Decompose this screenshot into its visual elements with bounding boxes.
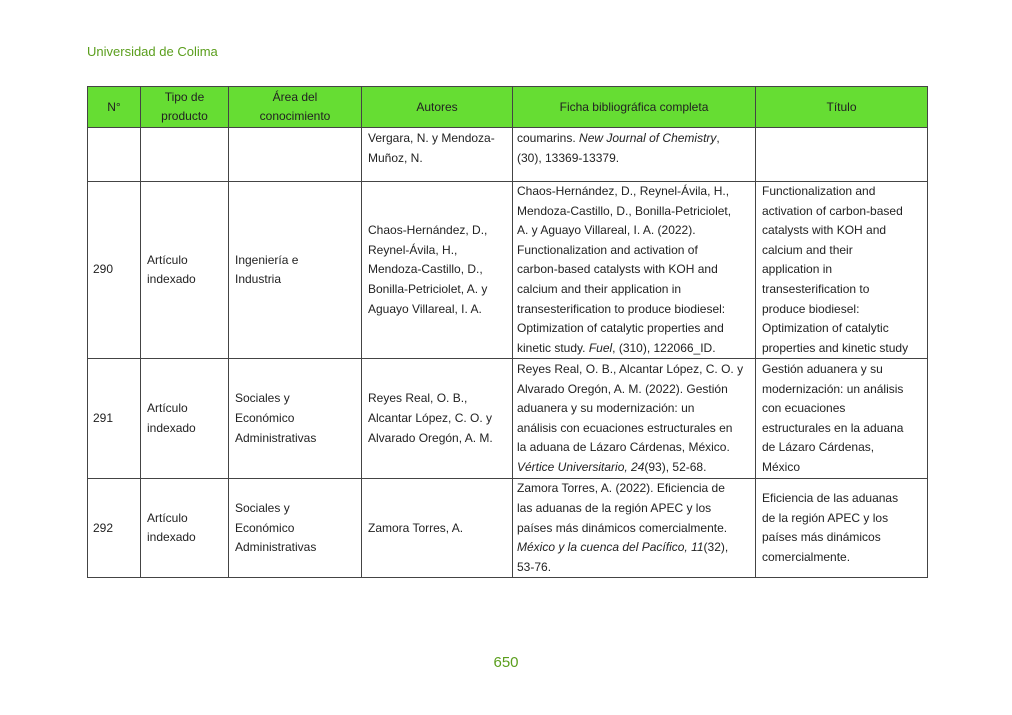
cell-autores: Chaos-Hernández, D., Reynel-Ávila, H., Mendoza-Castillo, D., Bonilla-Petriciolet, A. y Aguayo Villareal, I. A.	[362, 182, 513, 359]
cell-titulo: Gestión aduanera y su modernización: un análisis con ecuaciones estructurales en la aduana de Lázaro Cárdenas, México	[756, 359, 928, 479]
cell-ficha: Zamora Torres, A. (2022). Eficiencia de las aduanas de la región APEC y los países más dinámicos comercialmente. México y la cuenca del Pacífico, 11(32), 53-76.	[513, 479, 756, 578]
bibliography-table	[87, 86, 928, 578]
table-header-row	[88, 87, 928, 128]
header-numero: N°	[88, 87, 141, 128]
cell-area: Ingeniería e Industria	[229, 182, 362, 359]
cell-numero: 292	[88, 479, 141, 578]
page-number: 650	[493, 654, 519, 671]
cell-numero: 290	[88, 182, 141, 359]
header-tipo-producto: Tipo de producto	[141, 87, 229, 128]
cell-titulo: Eficiencia de las aduanas de la región APEC y los países más dinámicos comercialmente.	[756, 479, 928, 578]
cell-tipo	[141, 128, 229, 182]
cell-ficha: Reyes Real, O. B., Alcantar López, C. O. y Alvarado Oregón, A. M. (2022). Gestión aduanera y su modernización: un análisis con ecuaciones estructurales en la aduana de Lázaro Cárdenas, México. Vértice Universitario, 24(93), 52-68.	[513, 359, 756, 479]
header-area-conocimiento: Área del conocimiento	[229, 87, 362, 128]
cell-area	[229, 128, 362, 182]
table-row	[88, 479, 928, 578]
cell-ficha: coumarins. New Journal of Chemistry, (30), 13369-13379.	[513, 128, 756, 182]
cell-titulo	[756, 128, 928, 182]
cell-tipo: Artículo indexado	[141, 182, 229, 359]
header-ficha: Ficha bibliográfica completa	[513, 87, 756, 128]
cell-ficha: Chaos-Hernández, D., Reynel-Ávila, H., Mendoza-Castillo, D., Bonilla-Petriciolet, A. y Aguayo Villareal, I. A. (2022). Functionalization and activation of carbon-based catalysts with KOH and calcium and their application in transesterification to produce biodiesel: Optimization of catalytic properties and kinetic study. Fuel, (310), 122066_ID.	[513, 182, 756, 359]
document-header-title: Universidad de Colima	[87, 44, 218, 59]
cell-tipo: Artículo indexado	[141, 359, 229, 479]
cell-area: Sociales y Económico Administrativas	[229, 359, 362, 479]
table-row	[88, 182, 928, 359]
cell-numero	[88, 128, 141, 182]
cell-autores: Zamora Torres, A.	[362, 479, 513, 578]
header-autores: Autores	[362, 87, 513, 128]
cell-titulo: Functionalization and activation of carbon-based catalysts with KOH and calcium and their application in transesterification to produce biodiesel: Optimization of catalytic properties and kinetic study	[756, 182, 928, 359]
header-titulo: Título	[756, 87, 928, 128]
cell-autores: Reyes Real, O. B., Alcantar López, C. O. y Alvarado Oregón, A. M.	[362, 359, 513, 479]
cell-autores: Vergara, N. y Mendoza- Muñoz, N.	[362, 128, 513, 182]
cell-numero: 291	[88, 359, 141, 479]
table-row-continuation	[88, 128, 928, 182]
cell-area: Sociales y Económico Administrativas	[229, 479, 362, 578]
cell-tipo: Artículo indexado	[141, 479, 229, 578]
table-row	[88, 359, 928, 479]
